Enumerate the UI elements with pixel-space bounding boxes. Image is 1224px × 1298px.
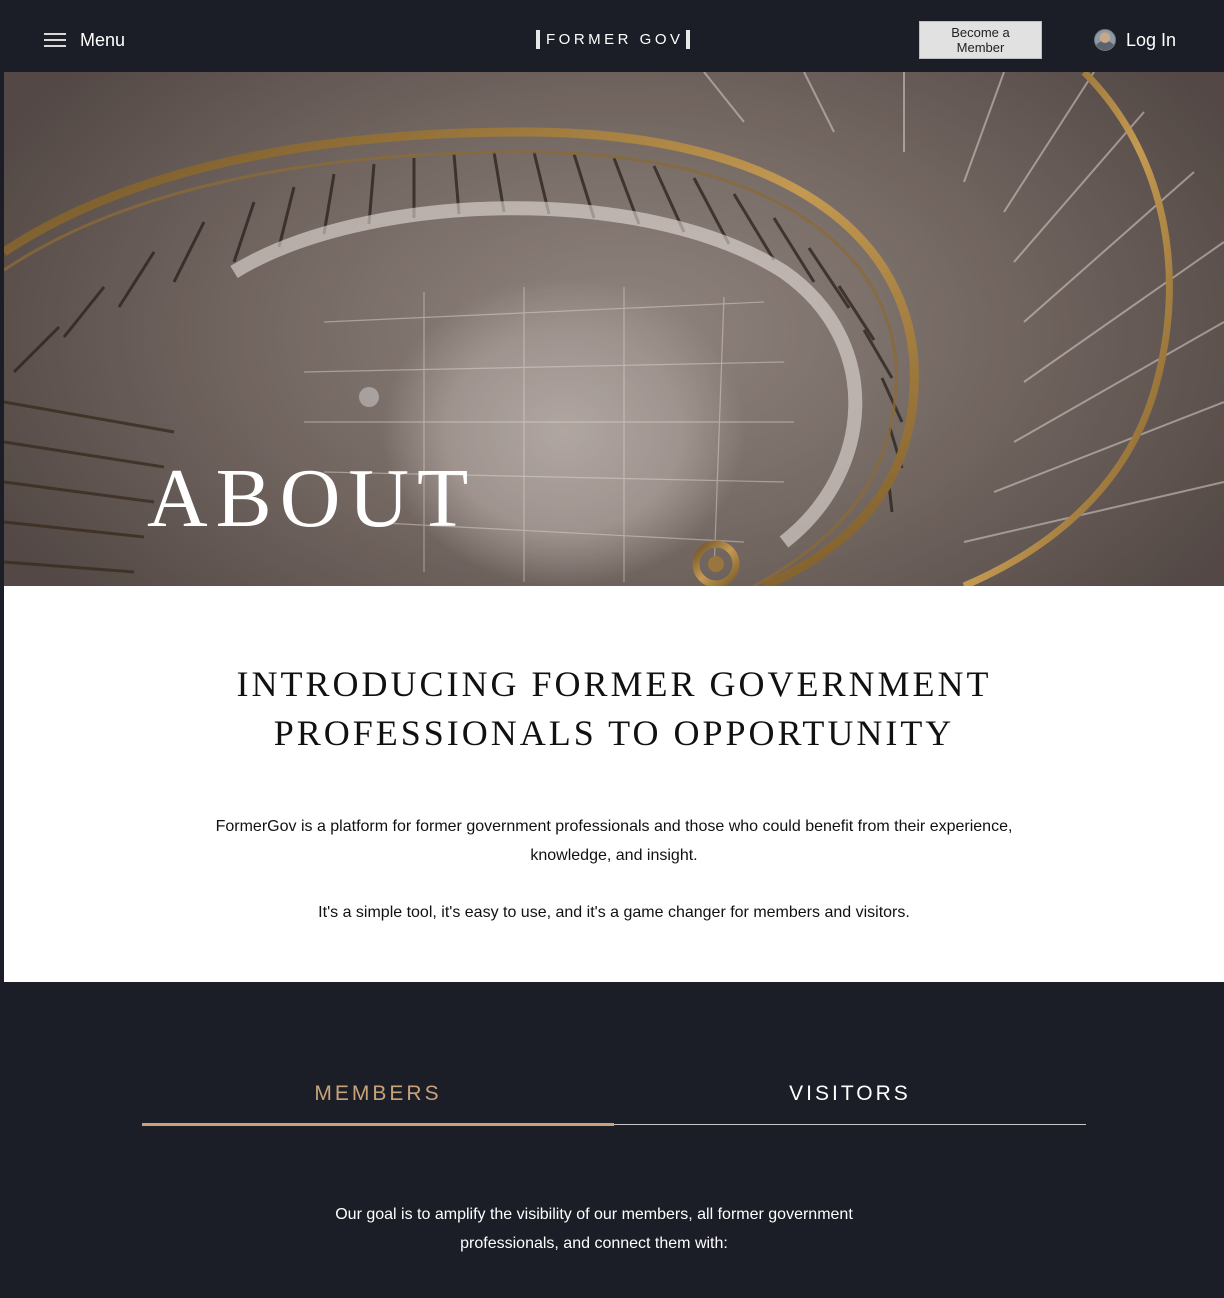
- logo-text: FORMER GOV: [546, 30, 684, 48]
- intro-paragraph-2: It's a simple tool, it's easy to use, and it's a game changer for members and visitors.: [318, 904, 910, 921]
- tab-visitors[interactable]: VISITORS: [789, 1082, 911, 1105]
- menu-label: Menu: [80, 29, 126, 50]
- hero-banner: [4, 72, 1224, 586]
- become-member-button[interactable]: Become a Member: [919, 21, 1042, 59]
- tab-members[interactable]: MEMBERS: [314, 1082, 442, 1105]
- audience-tabs: [142, 1076, 1086, 1128]
- hamburger-icon: [44, 32, 66, 48]
- intro-heading-line1: INTRODUCING FORMER GOVERNMENT: [236, 664, 992, 704]
- intro-heading-line2: PROFESSIONALS TO OPPORTUNITY: [273, 713, 955, 753]
- avatar-icon: [1094, 29, 1116, 51]
- intro-section: [4, 586, 1224, 982]
- hero-title: ABOUT: [147, 452, 477, 545]
- page: [4, 4, 1224, 1298]
- logo-bar-right: [686, 30, 690, 49]
- site-logo[interactable]: [536, 28, 690, 50]
- menu-button[interactable]: [44, 28, 125, 52]
- login-label: Log In: [1126, 29, 1177, 50]
- tab-active-indicator: [142, 1123, 614, 1126]
- intro-heading: [4, 660, 1224, 758]
- members-goal-text: Our goal is to amplify the visibility of our members, all former government professionals, and connect them with:: [335, 1206, 853, 1252]
- intro-paragraph-1: FormerGov is a platform for former government professionals and those who could benefit from their experience, knowledge, and insight.: [215, 818, 1013, 864]
- login-link[interactable]: [1094, 28, 1176, 52]
- site-header: [4, 4, 1224, 72]
